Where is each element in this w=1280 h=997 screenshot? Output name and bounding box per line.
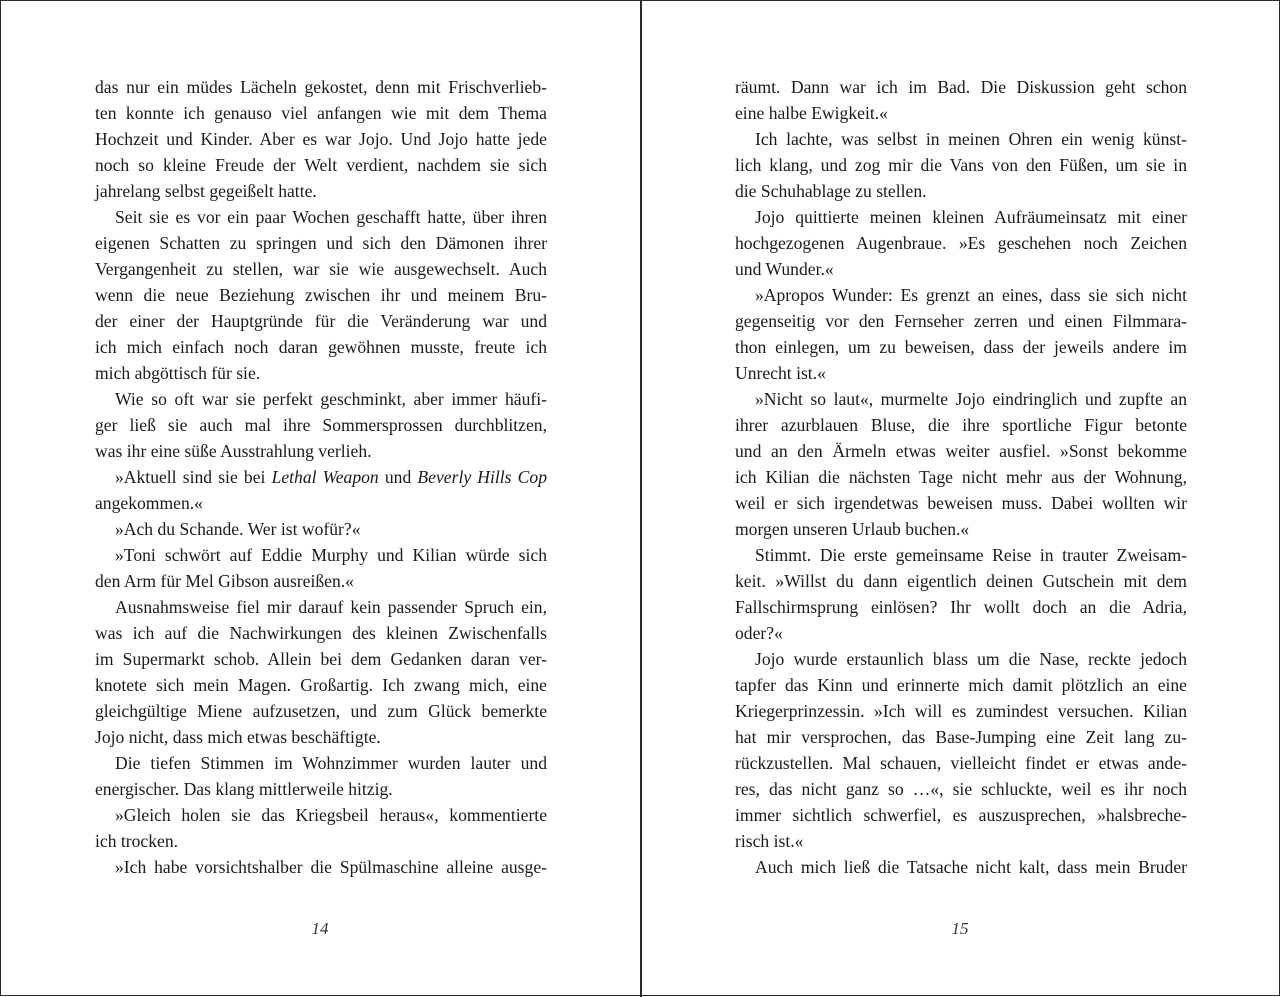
text-line: Die tiefen Stimmen im Wohnzimmer wurden lauter und (115, 753, 547, 773)
text-line: Wie so oft war sie perfekt geschminkt, aber immer häufi- (115, 389, 547, 409)
right-page-number: 15 (951, 919, 969, 938)
text-line: energischer. Das klang mittlerweile hitzig. (95, 779, 393, 799)
text-line: »Toni schwört auf Eddie Murphy und Kilian würde sich (115, 545, 547, 565)
text-line: ten konnte ich genauso viel anfangen wie mit dem Thema (95, 103, 547, 123)
text-line: lich klang, und zog mir die Vans von den Füßen, um sie in (735, 155, 1187, 175)
text-line: Fallschirmsprung einlösen? Ihr wollt doch an die Adria, (735, 597, 1187, 617)
text-line: keit. »Willst du dann eigentlich deinen Gutschein mit dem (735, 571, 1187, 591)
text-line: das nur ein müdes Lächeln gekostet, denn mit Frischverlieb- (95, 77, 547, 97)
text-line: hochgezogenen Augenbraue. »Es geschehen noch Zeichen (735, 233, 1187, 253)
italic-title: Lethal Weapon (271, 467, 379, 487)
text-line: was ich auf die Nachwirkungen des kleinen Zwischenfalls (95, 623, 547, 643)
right-page (735, 74, 1187, 880)
text-line: mich abgöttisch für sie. (95, 363, 261, 383)
text-line: knotete sich mein Magen. Großartig. Ich zwang mich, eine (95, 675, 547, 695)
text-line: »Ich habe vorsichtshalber die Spülmaschine alleine ausge- (115, 857, 547, 877)
text-line: Jojo nicht, dass mich etwas beschäftigte. (95, 727, 381, 747)
page-gutter (640, 1, 642, 997)
text-line: immer sichtlich schwerfiel, es auszusprechen, »halsbreche- (735, 805, 1187, 825)
text-line: thon einlegen, um zu beweisen, dass der jeweils andere im (735, 337, 1187, 357)
text-line: ihrer azurblauen Bluse, die ihre sportliche Figur betonte (735, 415, 1187, 435)
text-line: die Schuhablage zu stellen. (735, 181, 927, 201)
italic-title: Beverly Hills Cop (417, 467, 547, 487)
text-line: risch ist.« (735, 831, 804, 851)
text-line: ich trocken. (95, 831, 179, 851)
text-line: Ich lachte, was selbst in meinen Ohren ein wenig künst- (755, 129, 1187, 149)
text-line: morgen unseren Urlaub buchen.« (735, 519, 970, 539)
text-line: was ihr eine süße Ausstrahlung verlieh. (95, 441, 372, 461)
text-line: im Supermarkt schob. Allein bei dem Gedanken daran ver- (95, 649, 547, 669)
text-line: Stimmt. Die erste gemeinsame Reise in trauter Zweisam- (755, 545, 1187, 565)
text-line: eine halbe Ewigkeit.« (735, 103, 888, 123)
text-line: hat mir versprochen, das Base-Jumping eine Zeit lang zu- (735, 727, 1187, 747)
text-line: Vergangenheit zu stellen, war sie wie ausgewechselt. Auch (95, 259, 547, 279)
text-line (95, 464, 547, 490)
text-run: und (378, 467, 418, 487)
text-line: eigenen Schatten zu springen und sich den Dämonen ihrer (95, 233, 547, 253)
text-line: oder?« (735, 623, 783, 643)
text-line: rückzustellen. Mal schauen, vielleicht findet er etwas ande- (735, 753, 1187, 773)
text-line: ich mich einfach noch daran gewöhnen musste, freute ich (95, 337, 547, 357)
text-line: Hochzeit und Kinder. Aber es war Jojo. Und Jojo hatte jede (95, 129, 547, 149)
text-line: gegenseitig vor den Fernseher zerren und einen Filmmara- (735, 311, 1187, 331)
text-line: Jojo wurde erstaunlich blass um die Nase, reckte jedoch (755, 649, 1187, 669)
text-line: »Nicht so laut«, murmelte Jojo eindringlich und zupfte an (755, 389, 1187, 409)
text-line: »Ach du Schande. Wer ist wofür?« (115, 519, 361, 539)
text-line: gleichgültige Miene aufzusetzen, und zum Glück bemerkte (95, 701, 547, 721)
text-line: angekommen.« (95, 493, 203, 513)
text-line: Unrecht ist.« (735, 363, 826, 383)
text-line: »Apropos Wunder: Es grenzt an eines, dass sie sich nicht (755, 285, 1187, 305)
text-line: noch so kleine Freude der Welt verdient, nachdem sie sich (95, 155, 547, 175)
text-line: ger ließ sie auch mal ihre Sommersprossen durchblitzen, (95, 415, 547, 435)
text-line: den Arm für Mel Gibson ausreißen.« (95, 571, 354, 591)
text-line: wenn die neue Beziehung zwischen ihr und meinem Bru- (95, 285, 547, 305)
text-line: ich Kilian die nächsten Tage nicht mehr aus der Wohnung, (735, 467, 1187, 487)
text-line: der einer der Hauptgründe für die Veränderung war und (95, 311, 547, 331)
text-run: »Aktuell sind sie bei (115, 467, 272, 487)
text-line: jahrelang selbst gegeißelt hatte. (95, 181, 317, 201)
text-line: »Gleich holen sie das Kriegsbeil heraus«, kommentierte (115, 805, 547, 825)
text-line: Jojo quittierte meinen kleinen Aufräumeinsatz mit einer (755, 207, 1187, 227)
text-line: räumt. Dann war ich im Bad. Die Diskussion geht schon (735, 77, 1187, 97)
text-line: res, das nicht ganz so …«, sie schluckte, weil es ihr noch (735, 779, 1187, 799)
text-line: Kriegerprinzessin. »Ich will es zumindest versuchen. Kilian (735, 701, 1187, 721)
text-line: Seit sie es vor ein paar Wochen geschafft hatte, über ihren (115, 207, 547, 227)
left-page-number: 14 (311, 919, 329, 938)
text-line: Ausnahmsweise fiel mir darauf kein passender Spruch ein, (115, 597, 547, 617)
text-line: und Wunder.« (735, 259, 834, 279)
text-line: Auch mich ließ die Tatsache nicht kalt, dass mein Bruder (755, 857, 1187, 877)
text-line: tapfer das Kinn und erinnerte mich damit plötzlich an eine (735, 675, 1187, 695)
text-line: und an den Ärmeln etwas weiter ausfiel. »Sonst bekomme (735, 441, 1187, 461)
text-line: weil er sich irgendetwas beweisen muss. Dabei wollten wir (735, 493, 1187, 513)
left-page (95, 74, 547, 880)
